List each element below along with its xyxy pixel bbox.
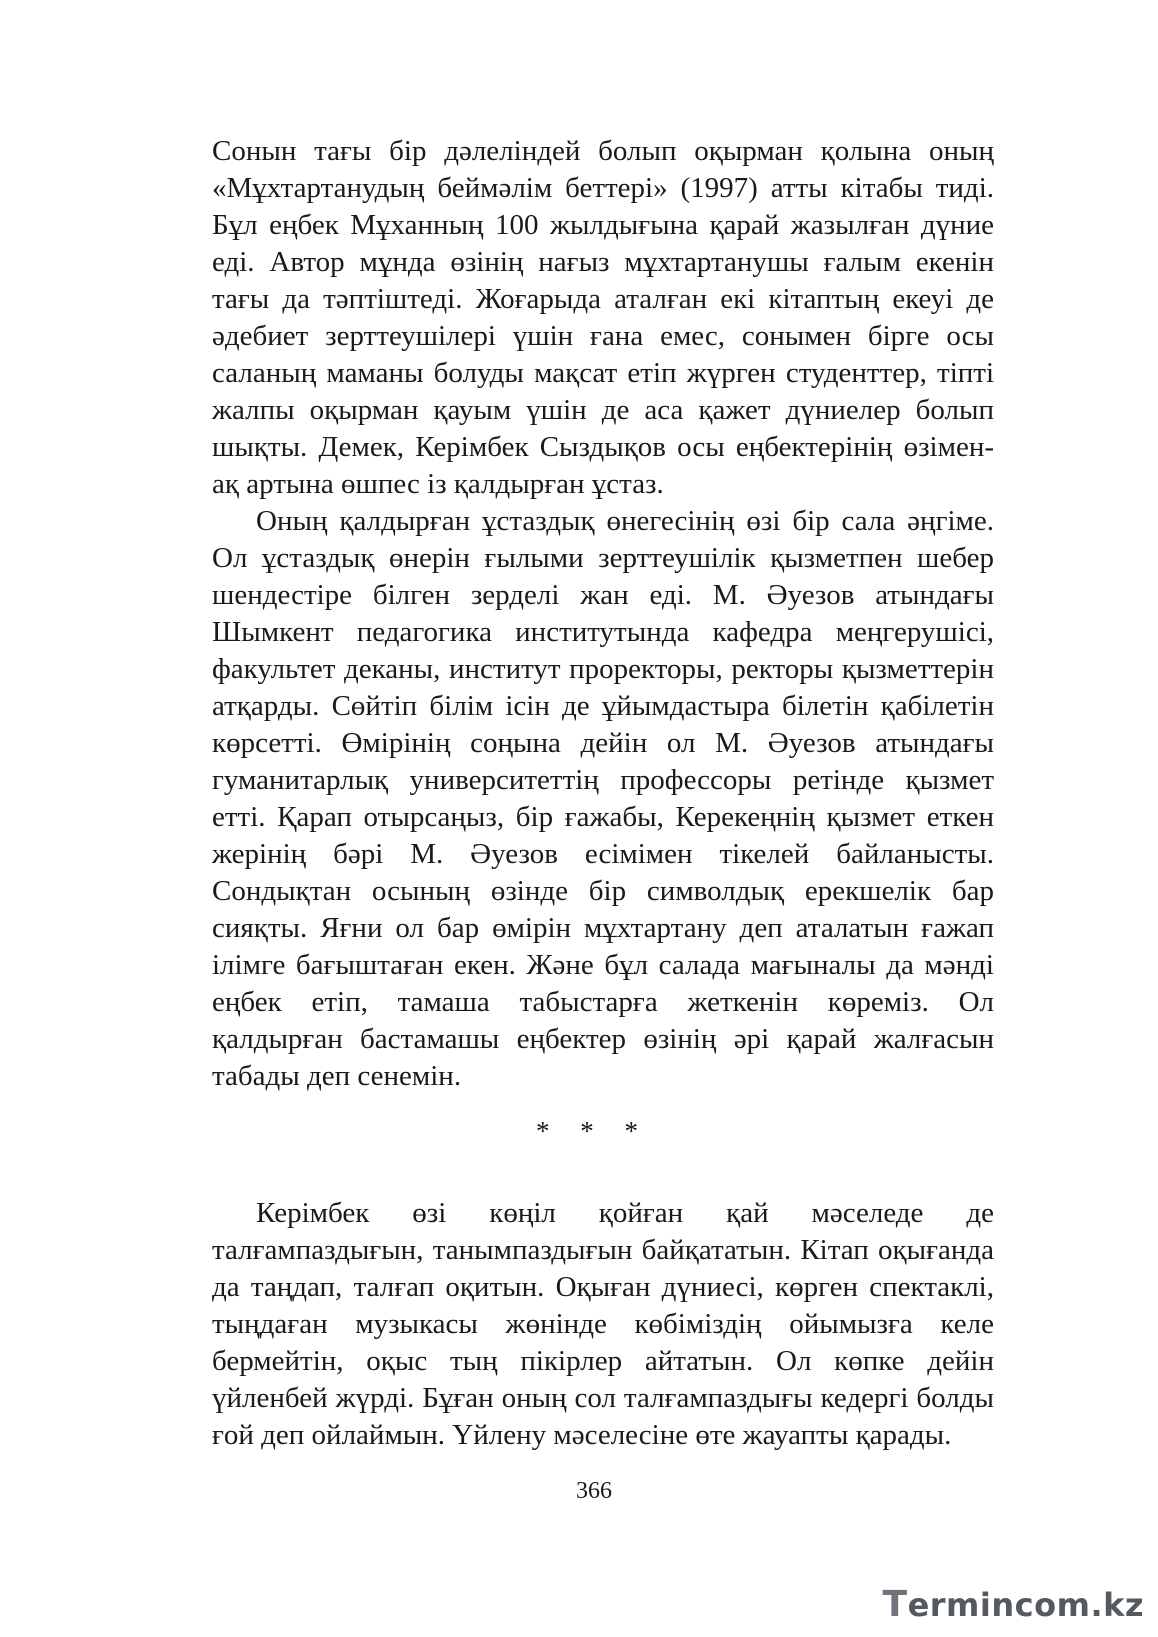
watermark-t-letter: T [882,1584,908,1625]
paragraph-2: Оның қалдырған ұстаздық өнегесінің өзі бір сала әңгіме. Ол ұстаздық өнерін ғылыми зерттеушілік қызметпен шебер шендестіре білген зерделі жан еді. М. Әуезов атындағы Шымкент педагогика институтында кафедра меңгерушісі, факультет деканы, институт проректоры, ректоры қызметтерін атқарды. Сөйтіп білім ісін де ұйымдастыра білетін қабілетін көрсетті. Өмірінің соңына дейін ол М. Әуезов атындағы гуманитарлық университеттің профессоры ретінде қызмет етті. Қарап отырсаңыз, бір ғажабы, Керекеңнің қызмет еткен жерінің бәрі М. Әуезов есімімен тікелей байланысты. Сондықтан осының өзінде бір символдық ерекшелік бар сияқты. Яғни ол бар өмірін мұхтартану деп аталатын ғажап ілімге бағыштаған екен. Және бұл салада мағыналы да мәнді еңбек етіп, тамаша табыстарға жеткенін көреміз. Ол қалдырған бастамашы еңбектер өзінің әрі қарай жалғасын табады деп сенемін. [212,505,994,1092]
text-block-lower [212,1195,994,1454]
site-watermark-logo [883,1584,1145,1625]
paragraph-1: Сонын тағы бір дәлеліндей болып оқырман қолына оның «Мұхтартанудың беймәлім беттері» (1997) атты кітабы тиді. Бұл еңбек Мұханның 100 жылдығына қарай жазылған дүние еді. Автор мұнда өзінің нағыз мұхтартанушы ғалым екенін тағы да тәптіштеді. Жоғарыда аталған екі кітаптың екеуі де әдебиет зерттеушілері үшін ғана емес, сонымен бірге осы саланың маманы болуды мақсат етіп жүрген студенттер, тіпті жалпы оқырман қауым үшін де аса қажет дүниелер болып шықты. Демек, Керімбек Сыздықов осы еңбектерінің өзімен-ақ артына өшпес із қалдырған ұстаз. [212,135,994,500]
watermark-text: ermincom.kz [907,1586,1144,1624]
page-number: 366 [576,1478,612,1504]
section-separator: * * * [536,1116,650,1146]
paragraph-3: Керімбек өзі көңіл қойған қай мәселеде де талғампаздығын, танымпаздығын байқататын. Кітап оқығанда да таңдап, талғап оқитын. Оқыған дүниесі, көрген спектаклі, тыңдаған музыкасы жөнінде көбіміздің ойымызға келе бермейтін, оқыс тың пікірлер айтатын. Ол көпке дейін үйленбей жүрді. Бұған оның сол талғампаздығы кедергі болды ғой деп ойлаймын. Үйлену мәселесіне өте жауапты қарады. [212,1197,994,1451]
text-block-upper [212,133,994,1095]
